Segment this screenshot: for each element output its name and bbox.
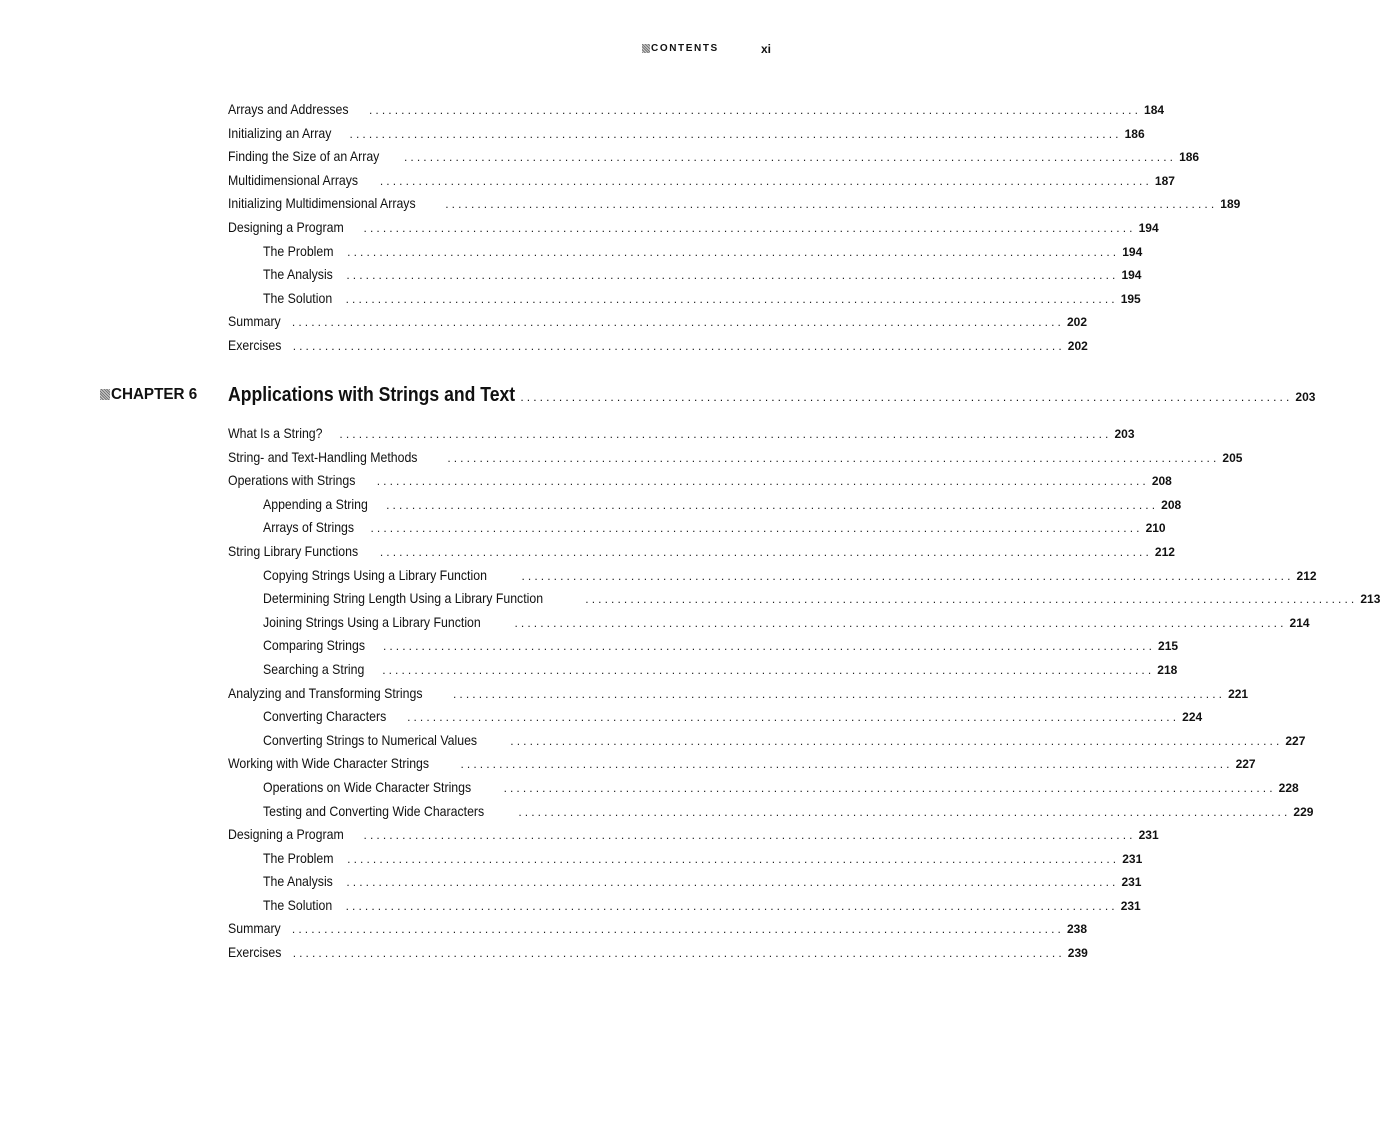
toc-entry-page: 205: [1222, 450, 1243, 465]
dot-leader: ........................................................................................................................: [447, 450, 1220, 465]
header-label: CONTENTS: [651, 43, 719, 54]
dot-leader: ........................................................................................................................: [346, 875, 1119, 890]
toc-entry-page: 231: [1120, 898, 1141, 913]
toc-entry-page: 202: [1067, 338, 1088, 353]
dot-leader: ........................................................................................................................: [514, 615, 1287, 630]
toc-entry[interactable]: [228, 776, 1299, 800]
toc-entry[interactable]: [228, 729, 1306, 753]
dot-leader: ........................................................................................................................: [376, 474, 1149, 489]
toc-entry-title: Operations on Wide Character Strings: [263, 778, 472, 795]
toc-entry-title: Exercises: [228, 944, 282, 961]
toc-entry[interactable]: [228, 800, 1314, 824]
toc-entry-page: 231: [1122, 851, 1143, 866]
toc-entry[interactable]: [228, 894, 1141, 918]
toc-entry-title: Designing a Program: [228, 218, 344, 235]
toc-entry[interactable]: [228, 564, 1317, 588]
toc-entry[interactable]: [228, 870, 1142, 894]
dot-leader: ........................................................................................................................: [347, 244, 1120, 259]
toc-entry-page: 227: [1285, 733, 1306, 748]
toc-entry-title: Joining Strings Using a Library Function: [263, 613, 481, 630]
dot-leader: ........................................................................................................................: [291, 315, 1064, 330]
toc-entry-title: Searching a String: [263, 660, 365, 677]
dot-leader: ........................................................................................................................: [453, 686, 1226, 701]
toc-entry-page: 184: [1144, 103, 1165, 117]
toc-section-chapter-6: [228, 422, 1380, 965]
toc-entry-page: 227: [1235, 757, 1256, 772]
toc-entry[interactable]: [228, 493, 1182, 517]
toc-entry-title: Arrays of Strings: [263, 519, 355, 536]
toc-entry[interactable]: [228, 169, 1175, 193]
toc-entry-page: 195: [1120, 291, 1141, 306]
toc-entry[interactable]: [228, 752, 1256, 776]
toc-entry-page: 231: [1121, 875, 1142, 890]
chapter-heading: [100, 381, 1316, 409]
toc-entry-page: 186: [1124, 126, 1145, 141]
dot-leader: ........................................................................................................................: [510, 733, 1283, 748]
chapter-title-row[interactable]: [228, 381, 1316, 409]
toc-entry-title: Comparing Strings: [263, 637, 366, 654]
toc-entry[interactable]: [228, 682, 1249, 706]
toc-entry-page: 224: [1182, 710, 1203, 725]
chapter-marker-icon: [100, 389, 110, 400]
toc-entry[interactable]: [228, 847, 1143, 871]
toc-entry-page: 218: [1157, 662, 1178, 677]
chapter-page-number: 203: [1295, 390, 1316, 404]
toc-entry-title: String Library Functions: [228, 542, 359, 559]
chapter-label: CHAPTER 6: [111, 386, 198, 403]
toc-entry[interactable]: [228, 634, 1179, 658]
toc-entry-title: What Is a String?: [228, 425, 323, 441]
toc-entry-page: 187: [1154, 173, 1175, 188]
toc-entry-title: Converting Characters: [263, 708, 387, 725]
dot-leader: ........................................................................................................................: [518, 804, 1291, 819]
toc-entry-page: 239: [1067, 946, 1088, 961]
toc-entry[interactable]: [228, 941, 1088, 965]
toc-entry[interactable]: [228, 917, 1088, 941]
toc-entry[interactable]: [228, 611, 1310, 635]
toc-entry[interactable]: [228, 145, 1200, 169]
dot-leader: ........................................................................................................................: [382, 639, 1156, 654]
dot-leader: ........................................................................................................................: [445, 197, 1218, 212]
running-header: [0, 43, 816, 57]
toc-entry-title: Converting Strings to Numerical Values: [263, 731, 478, 748]
toc-entry[interactable]: [228, 469, 1172, 493]
toc-entry-page: 213: [1360, 592, 1380, 607]
toc-entry-page: 229: [1293, 804, 1314, 819]
toc-entry[interactable]: [228, 98, 1165, 122]
toc-section-chapter-5: [228, 98, 1241, 358]
toc-entry[interactable]: [228, 658, 1178, 682]
toc-entry[interactable]: [228, 122, 1145, 146]
toc-entry[interactable]: [228, 540, 1175, 564]
dot-leader: ........................................................................................................................: [292, 946, 1065, 961]
toc-entry[interactable]: [228, 587, 1380, 611]
toc-entry-page: 203: [1114, 427, 1135, 441]
toc-entry-page: 202: [1066, 315, 1088, 330]
toc-entry-page: 194: [1121, 268, 1142, 283]
header-marker-icon: [642, 44, 650, 53]
toc-entry-page: 210: [1145, 521, 1166, 536]
toc-entry-title: String- and Text-Handling Methods: [228, 448, 418, 465]
toc-entry[interactable]: [228, 516, 1166, 540]
dot-leader: ........................................................................................................................: [460, 757, 1233, 772]
toc-entry-title: Testing and Converting Wide Characters: [263, 802, 485, 819]
toc-entry[interactable]: [228, 216, 1159, 240]
toc-entry-page: 238: [1066, 922, 1088, 937]
toc-entry-title: Initializing an Array: [228, 124, 332, 141]
chapter-title: Applications with Strings and Text: [228, 384, 516, 406]
dot-leader: ........................................................................................................................: [349, 126, 1122, 141]
dot-leader: ........................................................................................................................: [370, 521, 1143, 536]
toc-entry-page: 221: [1228, 686, 1249, 701]
header-page-number: xi: [761, 42, 772, 56]
dot-leader: ........................................................................................................................: [346, 268, 1119, 283]
dot-leader: ........................................................................................................................: [407, 710, 1180, 725]
toc-entry-title: Appending a String: [263, 495, 368, 512]
dot-leader: ........................................................................................................................: [363, 220, 1136, 235]
toc-entry[interactable]: [228, 446, 1243, 470]
toc-entry-title: Copying Strings Using a Library Function: [263, 566, 487, 583]
dot-leader: ........................................................................................................................: [363, 828, 1136, 843]
toc-entry-title: Analyzing and Transforming Strings: [228, 684, 423, 701]
toc-entry-title: Multidimensional Arrays: [228, 171, 359, 188]
toc-entry[interactable]: [228, 334, 1088, 358]
dot-leader: ........................................................................................................................: [379, 173, 1152, 188]
toc-entry[interactable]: [228, 192, 1241, 216]
toc-entry-title: The Analysis: [263, 266, 333, 283]
toc-entry-title: The Solution: [263, 289, 333, 306]
toc-entry-page: 194: [1122, 244, 1143, 259]
toc-entry-title: Working with Wide Character Strings: [228, 755, 430, 772]
dot-leader: ........................................................................................................................: [368, 103, 1142, 117]
toc-entry-page: 231: [1138, 828, 1159, 843]
dot-leader: ........................................................................................................................: [339, 427, 1112, 441]
toc-entry-title: Finding the Size of an Array: [228, 148, 380, 165]
toc-entry-title: The Problem: [263, 849, 334, 866]
dot-leader: ........................................................................................................................: [521, 568, 1294, 583]
toc-entry-page: 214: [1289, 615, 1310, 630]
toc-entry-page: 194: [1138, 220, 1159, 235]
toc-entry[interactable]: [228, 287, 1141, 311]
toc-entry-title: Initializing Multidimensional Arrays: [228, 195, 416, 212]
dot-leader: ........................................................................................................................: [347, 851, 1120, 866]
dot-leader: ........................................................................................................................: [292, 338, 1065, 353]
toc-entry-title: The Problem: [263, 242, 334, 259]
toc-entry-title: Determining String Length Using a Library Function: [263, 590, 544, 607]
dot-leader: ........................................................................................................................: [382, 662, 1155, 677]
dot-leader: ........................................................................................................................: [520, 390, 1293, 404]
toc-entry-page: 186: [1179, 150, 1200, 165]
toc-entry-title: Exercises: [228, 336, 282, 353]
dot-leader: ........................................................................................................................: [404, 150, 1177, 165]
toc-entry[interactable]: [228, 705, 1203, 729]
toc-entry-page: 208: [1151, 474, 1172, 489]
toc-entry-page: 212: [1296, 568, 1317, 583]
toc-entry-title: Designing a Program: [228, 826, 344, 843]
toc-entry-title: The Solution: [263, 896, 333, 913]
toc-entry-page: 215: [1158, 639, 1179, 654]
dot-leader: ........................................................................................................................: [345, 291, 1118, 306]
toc-entry-title: The Analysis: [263, 873, 333, 890]
toc-entry-page: 208: [1161, 497, 1182, 512]
dot-leader: ........................................................................................................................: [379, 544, 1152, 559]
toc-entry[interactable]: [228, 422, 1135, 446]
toc-entry-page: 212: [1154, 544, 1175, 559]
dot-leader: ........................................................................................................................: [585, 592, 1358, 607]
dot-leader: ........................................................................................................................: [503, 780, 1276, 795]
toc-entry[interactable]: [228, 823, 1159, 847]
toc-entry-title: Arrays and Addresses: [228, 101, 349, 117]
dot-leader: ........................................................................................................................: [386, 497, 1159, 512]
toc-entry[interactable]: [228, 240, 1143, 264]
toc-entry[interactable]: [228, 310, 1088, 334]
toc-entry-title: Summary: [228, 920, 281, 937]
toc-entry[interactable]: [228, 263, 1142, 287]
dot-leader: ........................................................................................................................: [291, 922, 1064, 937]
toc-entry-title: Operations with Strings: [228, 472, 356, 489]
toc-entry-page: 228: [1278, 780, 1299, 795]
toc-entry-page: 189: [1220, 197, 1241, 212]
toc-entry-title: Summary: [228, 313, 281, 330]
dot-leader: ........................................................................................................................: [345, 898, 1118, 913]
